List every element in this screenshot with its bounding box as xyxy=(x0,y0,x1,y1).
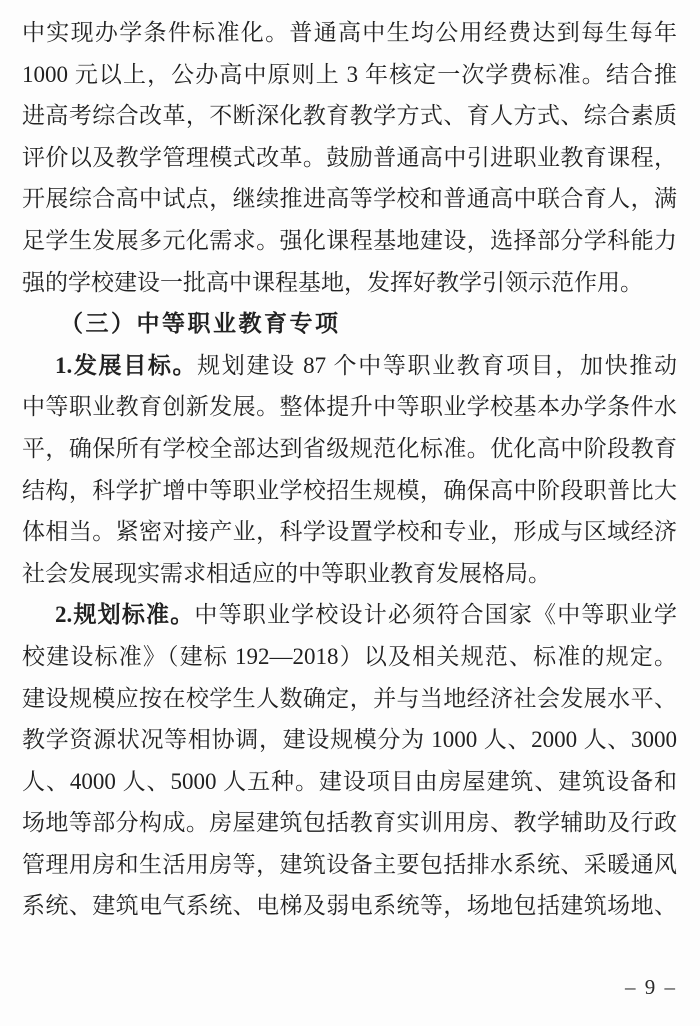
text-line xyxy=(22,345,677,387)
text-line xyxy=(22,761,677,803)
text-line xyxy=(22,428,677,470)
text-line xyxy=(22,844,677,886)
line-text: 中等职业教育创新发展。整体提升中等职业学校基本办学条件水 xyxy=(22,394,677,420)
text-line xyxy=(22,678,677,720)
text-line xyxy=(22,594,677,636)
line-text: 规划建设 87 个中等职业教育项目，加快推动 xyxy=(197,352,677,378)
line-text: 中实现办学条件标准化。普通高中生均公用经费达到每生每年 xyxy=(22,20,677,45)
text-line xyxy=(22,12,677,54)
text-line xyxy=(22,885,677,927)
line-text: 建设规模应按在校学生人数确定，并与当地经济社会发展水平、 xyxy=(22,685,677,711)
text-line xyxy=(22,262,677,304)
page-number: – 9 – xyxy=(625,975,677,999)
text-line xyxy=(22,95,677,137)
text-line xyxy=(22,303,677,345)
line-text: 足学生发展多元化需求。强化课程基地建设，选择部分学科能力 xyxy=(22,227,677,253)
line-text: 开展综合高中试点，继续推进高等学校和普通高中联合育人，满 xyxy=(22,186,677,212)
text-line xyxy=(22,178,677,220)
line-text: 社会发展现实需求相适应的中等职业教育发展格局。 xyxy=(22,560,551,586)
line-text: 管理用房和生活用房等，建筑设备主要包括排水系统、采暖通风 xyxy=(22,851,677,877)
text-line xyxy=(22,470,677,512)
line-text: 1000 元以上，公办高中原则上 3 年核定一次学费标准。结合推 xyxy=(22,61,677,87)
text-line xyxy=(22,802,677,844)
line-text: 教学资源状况等相协调，建设规模分为 1000 人、2000 人、3000 xyxy=(22,727,677,753)
text-line xyxy=(22,719,677,761)
line-lead: 1.发展目标。 xyxy=(55,352,198,378)
text-line xyxy=(22,220,677,262)
text-line xyxy=(22,54,677,96)
line-text: 校建设标准》（建标 192—2018）以及相关规范、标准的规定。 xyxy=(22,643,677,669)
line-text: 进高考综合改革，不断深化教育教学方式、育人方式、综合素质 xyxy=(22,103,677,129)
text-line xyxy=(22,553,677,595)
line-text: 评价以及教学管理模式改革。鼓励普通高中引进职业教育课程， xyxy=(22,144,677,170)
line-text: 强的学校建设一批高中课程基地，发挥好教学引领示范作用。 xyxy=(22,269,643,295)
line-lead: 2.规划标准。 xyxy=(55,602,195,628)
line-text: 平，确保所有学校全部达到省级规范化标准。优化高中阶段教育 xyxy=(22,435,677,461)
text-line xyxy=(22,511,677,553)
text-line xyxy=(22,137,677,179)
line-text: 系统、建筑电气系统、电梯及弱电系统等，场地包括建筑场地、 xyxy=(22,893,677,919)
line-text: 中等职业学校设计必须符合国家《中等职业学 xyxy=(194,602,677,628)
text-line xyxy=(22,636,677,678)
document-body xyxy=(22,12,677,927)
line-text: （三）中等职业教育专项 xyxy=(60,311,341,337)
text-line xyxy=(22,386,677,428)
line-text: 结构，科学扩增中等职业学校招生规模，确保高中阶段职普比大 xyxy=(22,477,677,503)
line-text: 人、4000 人、5000 人五种。建设项目由房屋建筑、建筑设备和 xyxy=(22,768,677,794)
line-text: 体相当。紧密对接产业，科学设置学校和专业，形成与区域经济 xyxy=(22,519,677,545)
line-text: 场地等部分构成。房屋建筑包括教育实训用房、教学辅助及行政 xyxy=(22,810,677,836)
